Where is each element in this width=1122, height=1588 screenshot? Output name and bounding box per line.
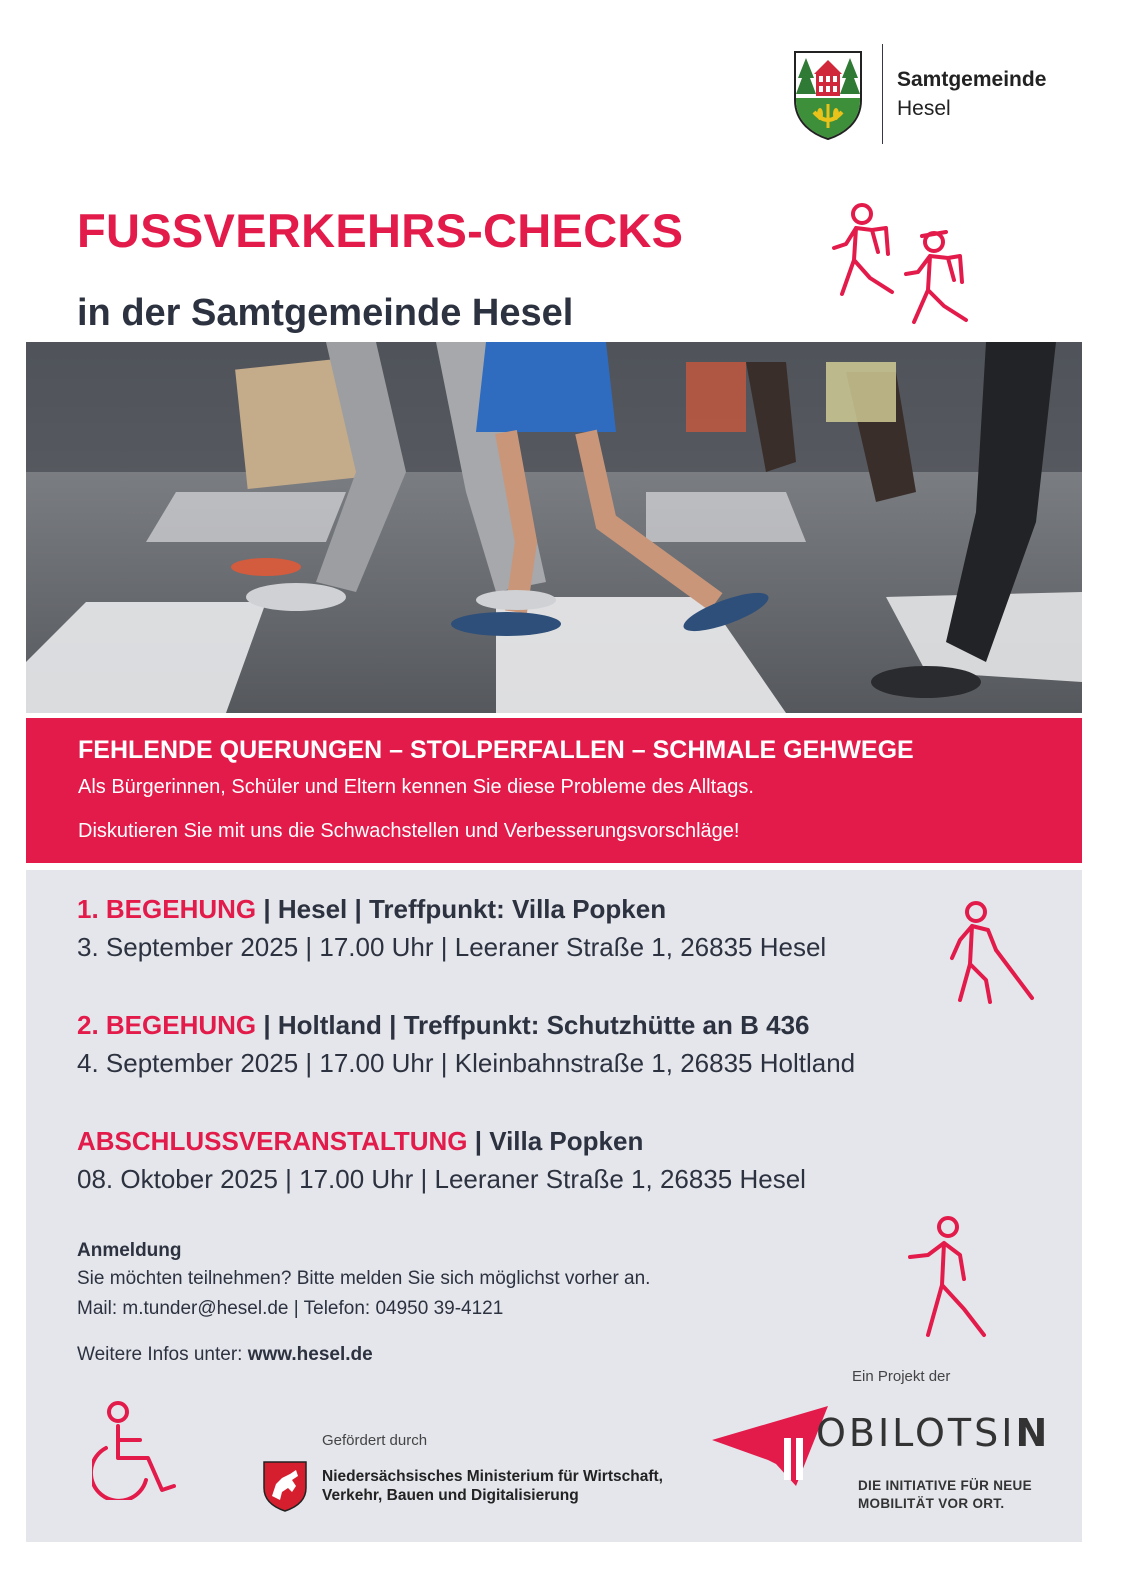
registration-title: Anmeldung xyxy=(77,1240,182,1261)
banner-heading: FEHLENDE QUERUNGEN – STOLPERFALLEN – SCHMALE GEHWEGE xyxy=(78,736,914,764)
more-info-link[interactable]: www.hesel.de xyxy=(247,1344,373,1365)
lower-saxony-crest-icon xyxy=(262,1460,308,1512)
page-subtitle: in der Samtgemeinde Hesel xyxy=(77,292,574,334)
event-1-details: 3. September 2025 | 17.00 Uhr | Leeraner Straße 1, 26835 Hesel xyxy=(77,932,827,962)
event-3-label: ABSCHLUSSVERANSTALTUNG xyxy=(77,1126,468,1156)
walking-people-icon xyxy=(826,200,974,330)
crosswalk-photo xyxy=(26,342,1082,713)
banner-text-1: Als Bürgerinnen, Schüler und Eltern kennen Sie diese Probleme des Alltags. xyxy=(78,776,754,798)
wheelchair-icon xyxy=(92,1400,180,1500)
banner-text-2: Diskutieren Sie mit uns die Schwachstellen und Verbesserungsvorschläge! xyxy=(78,820,740,842)
coat-of-arms-icon xyxy=(792,48,864,140)
header-divider xyxy=(882,44,883,144)
more-info-prefix: Weitere Infos unter: xyxy=(77,1344,248,1365)
blind-person-cane-icon xyxy=(938,900,1038,1010)
events-panel xyxy=(26,870,1082,1542)
mobilotsin-tagline-1: DIE INITIATIVE FÜR NEUE xyxy=(858,1478,1032,1493)
event-3-details: 08. Oktober 2025 | 17.00 Uhr | Leeraner Straße 1, 26835 Hesel xyxy=(77,1164,806,1194)
pedestrian-icon xyxy=(904,1215,996,1345)
ministry-name-line-2: Verkehr, Bauen und Digitalisierung xyxy=(322,1487,579,1504)
info-banner xyxy=(26,718,1082,863)
event-3-heading xyxy=(77,1126,643,1157)
wordmark-bold: N xyxy=(1015,1411,1051,1455)
org-name: Samtgemeinde xyxy=(897,68,1047,91)
registration-contact: Mail: m.tunder@hesel.de | Telefon: 04950 39-4121 xyxy=(77,1298,504,1319)
wordmark-light: OBILOTSI xyxy=(816,1411,1016,1455)
event-2-details: 4. September 2025 | 17.00 Uhr | Kleinbahnstraße 1, 26835 Holtland xyxy=(77,1048,856,1078)
funded-by-label: Gefördert durch xyxy=(322,1432,428,1449)
event-2-heading-rest: | Holtland | Treffpunkt: Schutzhütte an B 436 xyxy=(256,1010,810,1040)
page-title: FUSSVERKEHRS-CHECKS xyxy=(77,204,684,257)
event-1-heading-rest: | Hesel | Treffpunkt: Villa Popken xyxy=(256,894,667,924)
registration-text: Sie möchten teilnehmen? Bitte melden Sie sich möglichst vorher an. xyxy=(77,1268,651,1289)
mobilotsin-tagline-2: MOBILITÄT VOR ORT. xyxy=(858,1496,1005,1511)
event-1-label: 1. BEGEHUNG xyxy=(77,894,257,924)
event-1-heading xyxy=(77,894,666,925)
project-label: Ein Projekt der xyxy=(852,1368,951,1385)
mobilotsin-wordmark xyxy=(816,1411,1050,1455)
org-subname: Hesel xyxy=(897,97,951,120)
ministry-name-line-1: Niedersächsisches Ministerium für Wirtschaft, xyxy=(322,1468,663,1485)
event-2-label: 2. BEGEHUNG xyxy=(77,1010,257,1040)
more-info xyxy=(77,1344,373,1366)
event-3-heading-rest: | Villa Popken xyxy=(467,1126,644,1156)
event-2-heading xyxy=(77,1010,810,1041)
